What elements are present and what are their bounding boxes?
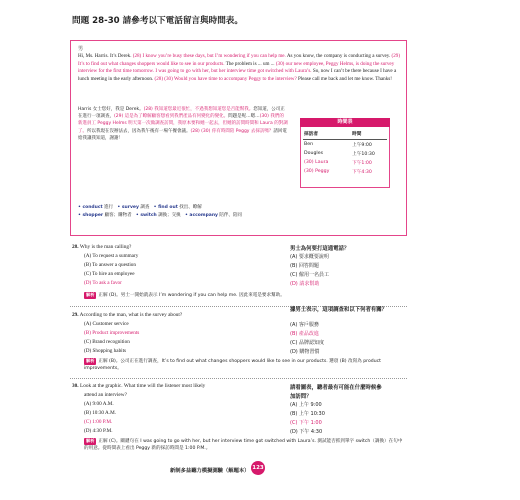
question-text: Why is the man calling? — [79, 244, 132, 250]
vocab-meaning: 調查 — [140, 205, 150, 210]
schedule-name: (30) Laura — [304, 160, 329, 165]
zh-sentence: 所以我現在沒辦法去，因為我午後有一場午餐會議。 — [87, 128, 191, 134]
question-stem-zh: 男士為何要打這通電話？ — [290, 246, 350, 252]
answer-option-zh-correct: (C) 下午 1:00 — [290, 420, 322, 426]
answer-option-zh: (C) 僱用一名員工 — [290, 272, 329, 278]
vocab-meaning: 顧客；購物者 — [104, 212, 132, 218]
vocab-word: switch — [140, 212, 157, 218]
answer-option: (A) To request a summary — [84, 253, 139, 259]
zh-sentence: Harris 女士您好，我是 Derek。 — [78, 107, 144, 112]
vocab-meaning: 進行 — [104, 205, 114, 210]
answer-option: (B) To answer a question — [84, 262, 136, 268]
explanation — [84, 438, 404, 453]
question-stem-zh: 據男士表示，這項調查和以下何者有關？ — [290, 307, 388, 313]
en-key-sentence: (30) our new employee, Peggy Helms, is doing the survey interview for the first time tomorrow. I was going to go with her, but her interview time got switched with Laura’s. — [78, 60, 395, 75]
en-sentence: So, now I can’t be there because I have a lunch meeting in the early afternoon. — [78, 68, 397, 83]
zh-key-sentence: (28) (30) 你有時間陪 Peggy 去採訪嗎？ — [190, 128, 274, 134]
zh-key-sentence: (30) 我們的新進員工 Peggy Helms 明天第一次做調查訪問，我原本要和她一起去，但她的訪問時間和 Laura 的對調了。 — [78, 114, 288, 134]
en-key-sentence: (28) (30) Would you have time to accompany Peggy to the interview? — [153, 76, 297, 83]
answer-option: (C) Brand recognition — [84, 339, 130, 345]
vocab-word: conduct — [82, 205, 103, 210]
vocab-word: shopper — [82, 212, 104, 218]
vocab-word: accompany — [189, 212, 218, 218]
schedule-time: 下午1:00 — [352, 161, 372, 166]
speaker-marker: 男 — [78, 46, 84, 52]
question-stem — [72, 312, 182, 318]
question-text: Look at the graphic. What time will the listener most likely — [79, 383, 206, 389]
en-key-sentence: (29) It’s to find out what changes shoppers would like to see in our products. — [78, 53, 401, 67]
schedule-col-name: 採訪者 — [304, 132, 319, 137]
zh-sentence: 問題是呢…嗯… — [228, 114, 260, 120]
answer-option: (A) 9:00 A.M. — [84, 401, 114, 407]
explanation — [84, 292, 404, 299]
vocab-meaning: 陪伴、陪同 — [219, 212, 242, 218]
explanation-tag: 解析 — [86, 358, 95, 363]
answer-option-zh: (A) 客戶服務 — [290, 322, 319, 328]
question-number: 30. — [72, 383, 79, 389]
explanation-text: 正解 (C)。關鍵句在 I was going to go with her, but her interview time got switched with Laura’s. 測試能否抓到單字 switch（調換）在句中的用意。從時間表上看出 Peggy 新的採訪時間是 1:00 P.M.。 — [84, 439, 403, 452]
question-text-continued: attend an interview? — [84, 392, 127, 398]
schedule-divider — [303, 139, 387, 140]
answer-option-zh: (A) 上午 9:00 — [290, 402, 322, 408]
answer-option-zh-correct: (B) 產品改進 — [290, 331, 319, 337]
question-number: 28. — [72, 244, 79, 250]
en-sentence: The problem is ... um ... — [224, 60, 275, 67]
question-stem — [72, 244, 131, 250]
vocab-word: find out — [158, 205, 178, 210]
vocab-word: survey — [121, 205, 139, 210]
answer-option: (B) 10:30 A.M. — [84, 410, 116, 416]
answer-option: (D) 4:30 P.M. — [84, 428, 113, 434]
answer-option-zh: (B) 上午 10:30 — [290, 411, 325, 417]
en-sentence: Please call me back and let me know. Thanks! — [296, 76, 392, 83]
en-sentence: Hi, Ms. Harris. It’s Derek. — [78, 53, 132, 59]
explanation — [84, 358, 404, 373]
explanation-tag: 解析 — [86, 438, 95, 443]
question-number: 29. — [72, 312, 79, 318]
question-stem-zh-continued: 加訪問？ — [290, 394, 312, 400]
answer-option-zh-correct: (D) 請求幫助 — [290, 281, 320, 287]
question-stem — [72, 383, 205, 389]
page-title: 問題 28-30 請參考以下電話留言與時間表。 — [72, 16, 243, 26]
schedule-time: 上午9:00 — [352, 143, 372, 148]
answer-option-correct: (D) To ask a favor — [84, 280, 122, 286]
schedule-name: Ben — [304, 142, 314, 147]
answer-option: (A) Customer service — [84, 321, 129, 327]
en-sentence: As you know, the company is conducting a survey. — [285, 53, 391, 59]
answer-option-correct: (C) 1:00 P.M. — [84, 419, 113, 425]
explanation-text: 正解 (D)。男士一開始就表示 I’m wondering if you can help me. 因此來電是要求幫助。 — [98, 293, 285, 298]
zh-key-sentence: (28) 我知道您最近很忙，不過我想知道您是否能幫我。 — [143, 107, 254, 112]
schedule-heading: 時間表 — [300, 118, 390, 127]
transcript-english — [78, 53, 402, 84]
answer-option: (D) Shopping habits — [84, 348, 127, 354]
answer-option-zh: (A) 要求概要說明 — [290, 254, 329, 260]
schedule-time: 下午4:30 — [352, 170, 372, 175]
schedule-col-time: 時間 — [352, 132, 362, 137]
en-key-sentence: (28) I know you’re busy these days, but I’m wondering if you can help me. — [131, 53, 286, 59]
schedule-name: Dougles — [304, 151, 324, 156]
transcript-chinese — [78, 106, 288, 142]
zh-sentence: 請回電給我讓我知道，謝謝！ — [78, 128, 287, 141]
answer-option-correct: (B) Product improvements — [84, 330, 140, 336]
vocab-meaning: 找出、瞭解 — [179, 205, 202, 210]
section-divider — [70, 378, 407, 379]
zh-sentence: 您知道，公司正在進行一項調查， — [78, 107, 285, 120]
explanation-tag: 解析 — [86, 292, 95, 297]
answer-option: (C) To hire an employee — [84, 271, 135, 277]
answer-option-zh: (B) 回答問題 — [290, 263, 319, 269]
vocab-meaning: 調換；交換 — [158, 212, 181, 218]
question-stem-zh: 請看圖表，聽者最有可能在什麼時候參 — [290, 385, 382, 391]
zh-key-sentence: (29) 這是為了瞭解顧客想看到我們產品有何變化的變化。 — [114, 114, 229, 120]
book-title: 新制多益聽力模擬測驗（解題本） — [170, 468, 250, 474]
schedule-time: 上午10:30 — [352, 152, 375, 157]
answer-option-zh: (D) 購物習慣 — [290, 349, 320, 355]
answer-option-zh: (D) 下午 4:30 — [290, 429, 323, 435]
question-text: According to the man, what is the survey about? — [79, 312, 183, 318]
vocabulary-list: • conduct 進行 • survey 調查 • find out 找出、瞭解 • shopper 顧客；購物者 • switch 調換；交換 • accompany 陪伴、陪同 — [78, 205, 242, 218]
schedule-name: (30) Peggy — [304, 169, 330, 174]
answer-option-zh: (C) 品牌認知度 — [290, 340, 324, 346]
page-number: 123 — [251, 461, 265, 475]
explanation-text: 正解 (B)。公司正在進行調查，It’s to find out what changes shoppers would like to see in our products. 選項 (B) 改寫為 product improvements。 — [84, 359, 381, 372]
